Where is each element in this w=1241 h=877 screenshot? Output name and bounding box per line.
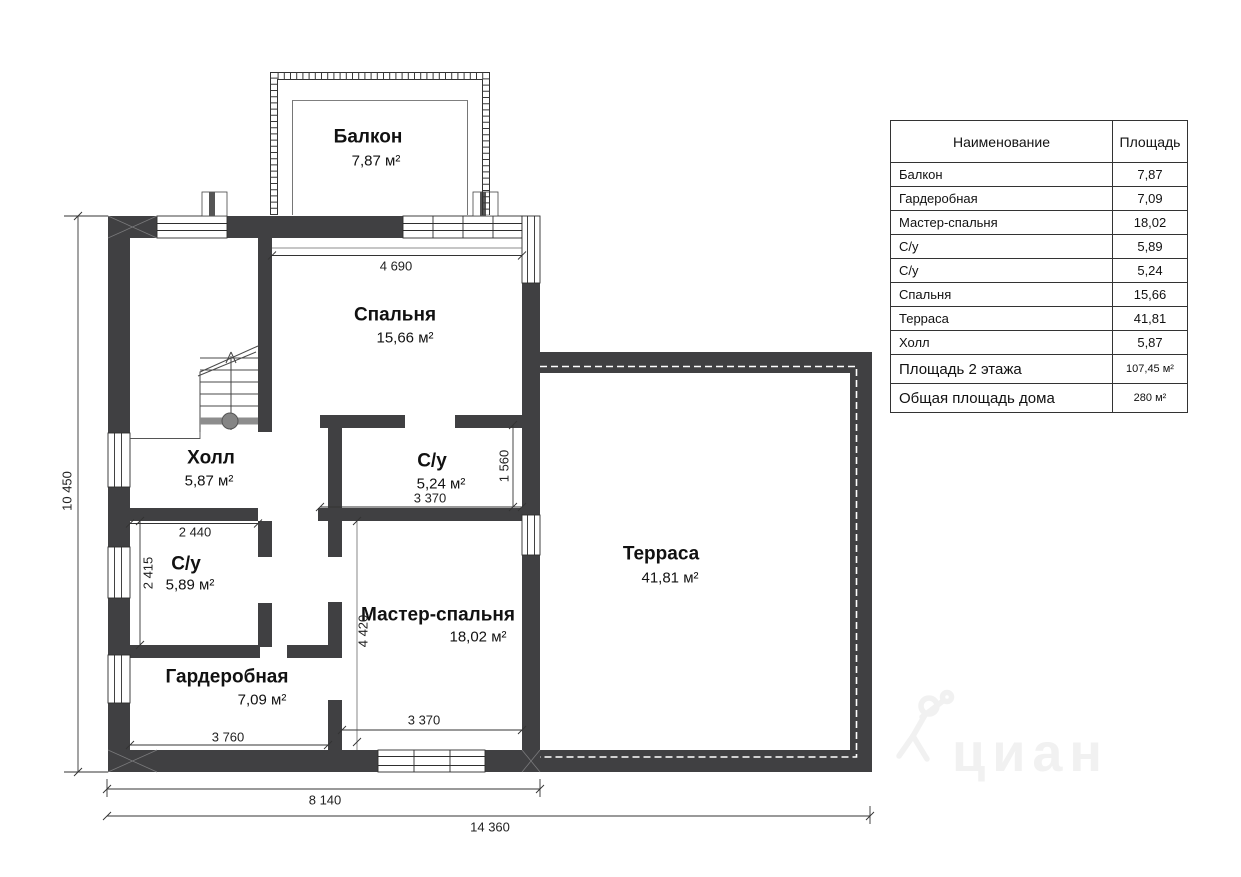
row-name: Холл: [891, 331, 1113, 355]
windows: [108, 216, 540, 772]
row-name: Мастер-спальня: [891, 211, 1113, 235]
area-table-header-row: [891, 121, 1188, 163]
room-area-bath-lower: 5,89 м²: [165, 576, 215, 594]
dimension-label-14360: 14 360: [470, 819, 510, 835]
table-row: [891, 259, 1188, 283]
dimension-label-2415: 2 415: [140, 556, 156, 590]
area-table-header-area: Площадь: [1113, 121, 1188, 163]
row-area: 280 м²: [1113, 384, 1188, 413]
room-label-master: Мастер-спальня: [361, 604, 515, 626]
room-label-bedroom: Спальня: [353, 304, 437, 326]
vent-shafts: [202, 192, 498, 216]
dimension-label-3370-su: 3 370: [413, 490, 447, 506]
cian-watermark-text: циан: [952, 723, 1110, 783]
room-area-bath-upper: 5,24 м²: [416, 475, 466, 493]
table-row: [891, 211, 1188, 235]
table-row: [891, 331, 1188, 355]
dimension-label-4690: 4 690: [379, 258, 413, 274]
row-area: 15,66: [1113, 283, 1188, 307]
row-area: 7,87: [1113, 163, 1188, 187]
table-row: [891, 283, 1188, 307]
room-area-hall: 5,87 м²: [184, 472, 234, 490]
corner-marks: [108, 216, 540, 772]
dimension-label-3760: 3 760: [211, 729, 245, 745]
cian-watermark-icon: [899, 693, 952, 760]
table-row-house-total: [891, 384, 1188, 413]
room-label-bath-lower: С/у: [171, 553, 201, 575]
row-area: 5,24: [1113, 259, 1188, 283]
row-area: 5,89: [1113, 235, 1188, 259]
table-row-floor-total: [891, 355, 1188, 384]
dimension-label-4420: 4 420: [355, 614, 371, 648]
table-row: [891, 187, 1188, 211]
dimension-label-2440: 2 440: [178, 524, 212, 540]
row-area: 18,02: [1113, 211, 1188, 235]
table-row: [891, 307, 1188, 331]
staircase: [130, 346, 258, 439]
table-row: [891, 235, 1188, 259]
row-name: Спальня: [891, 283, 1113, 307]
dimension-label-3370-master: 3 370: [407, 712, 441, 728]
room-area-bedroom: 15,66 м²: [376, 329, 434, 347]
room-label-wardrobe: Гардеробная: [165, 666, 289, 688]
table-row: [891, 163, 1188, 187]
room-label-terrace: Терраса: [622, 543, 700, 565]
dimension-label-10450: 10 450: [59, 471, 75, 511]
row-name: Общая площадь дома: [891, 384, 1113, 413]
room-label-hall: Холл: [187, 447, 235, 469]
area-table-header-name: Наименование: [891, 121, 1113, 163]
row-name: Площадь 2 этажа: [891, 355, 1113, 384]
dimension-label-8140: 8 140: [308, 792, 342, 808]
walls: [108, 216, 872, 772]
row-name: Гардеробная: [891, 187, 1113, 211]
room-label-bath-upper: С/у: [417, 450, 447, 472]
row-area: 7,09: [1113, 187, 1188, 211]
row-name: С/у: [891, 235, 1113, 259]
dimension-label-1560: 1 560: [496, 449, 512, 483]
room-label-balcony: Балкон: [333, 126, 403, 148]
row-name: С/у: [891, 259, 1113, 283]
row-area: 107,45 м²: [1113, 355, 1188, 384]
row-name: Терраса: [891, 307, 1113, 331]
room-area-terrace: 41,81 м²: [641, 569, 699, 587]
room-area-balcony: 7,87 м²: [351, 152, 401, 170]
row-area: 5,87: [1113, 331, 1188, 355]
room-area-wardrobe: 7,09 м²: [237, 691, 287, 709]
row-name: Балкон: [891, 163, 1113, 187]
area-table: [890, 120, 1188, 413]
row-area: 41,81: [1113, 307, 1188, 331]
room-area-master: 18,02 м²: [449, 628, 507, 646]
